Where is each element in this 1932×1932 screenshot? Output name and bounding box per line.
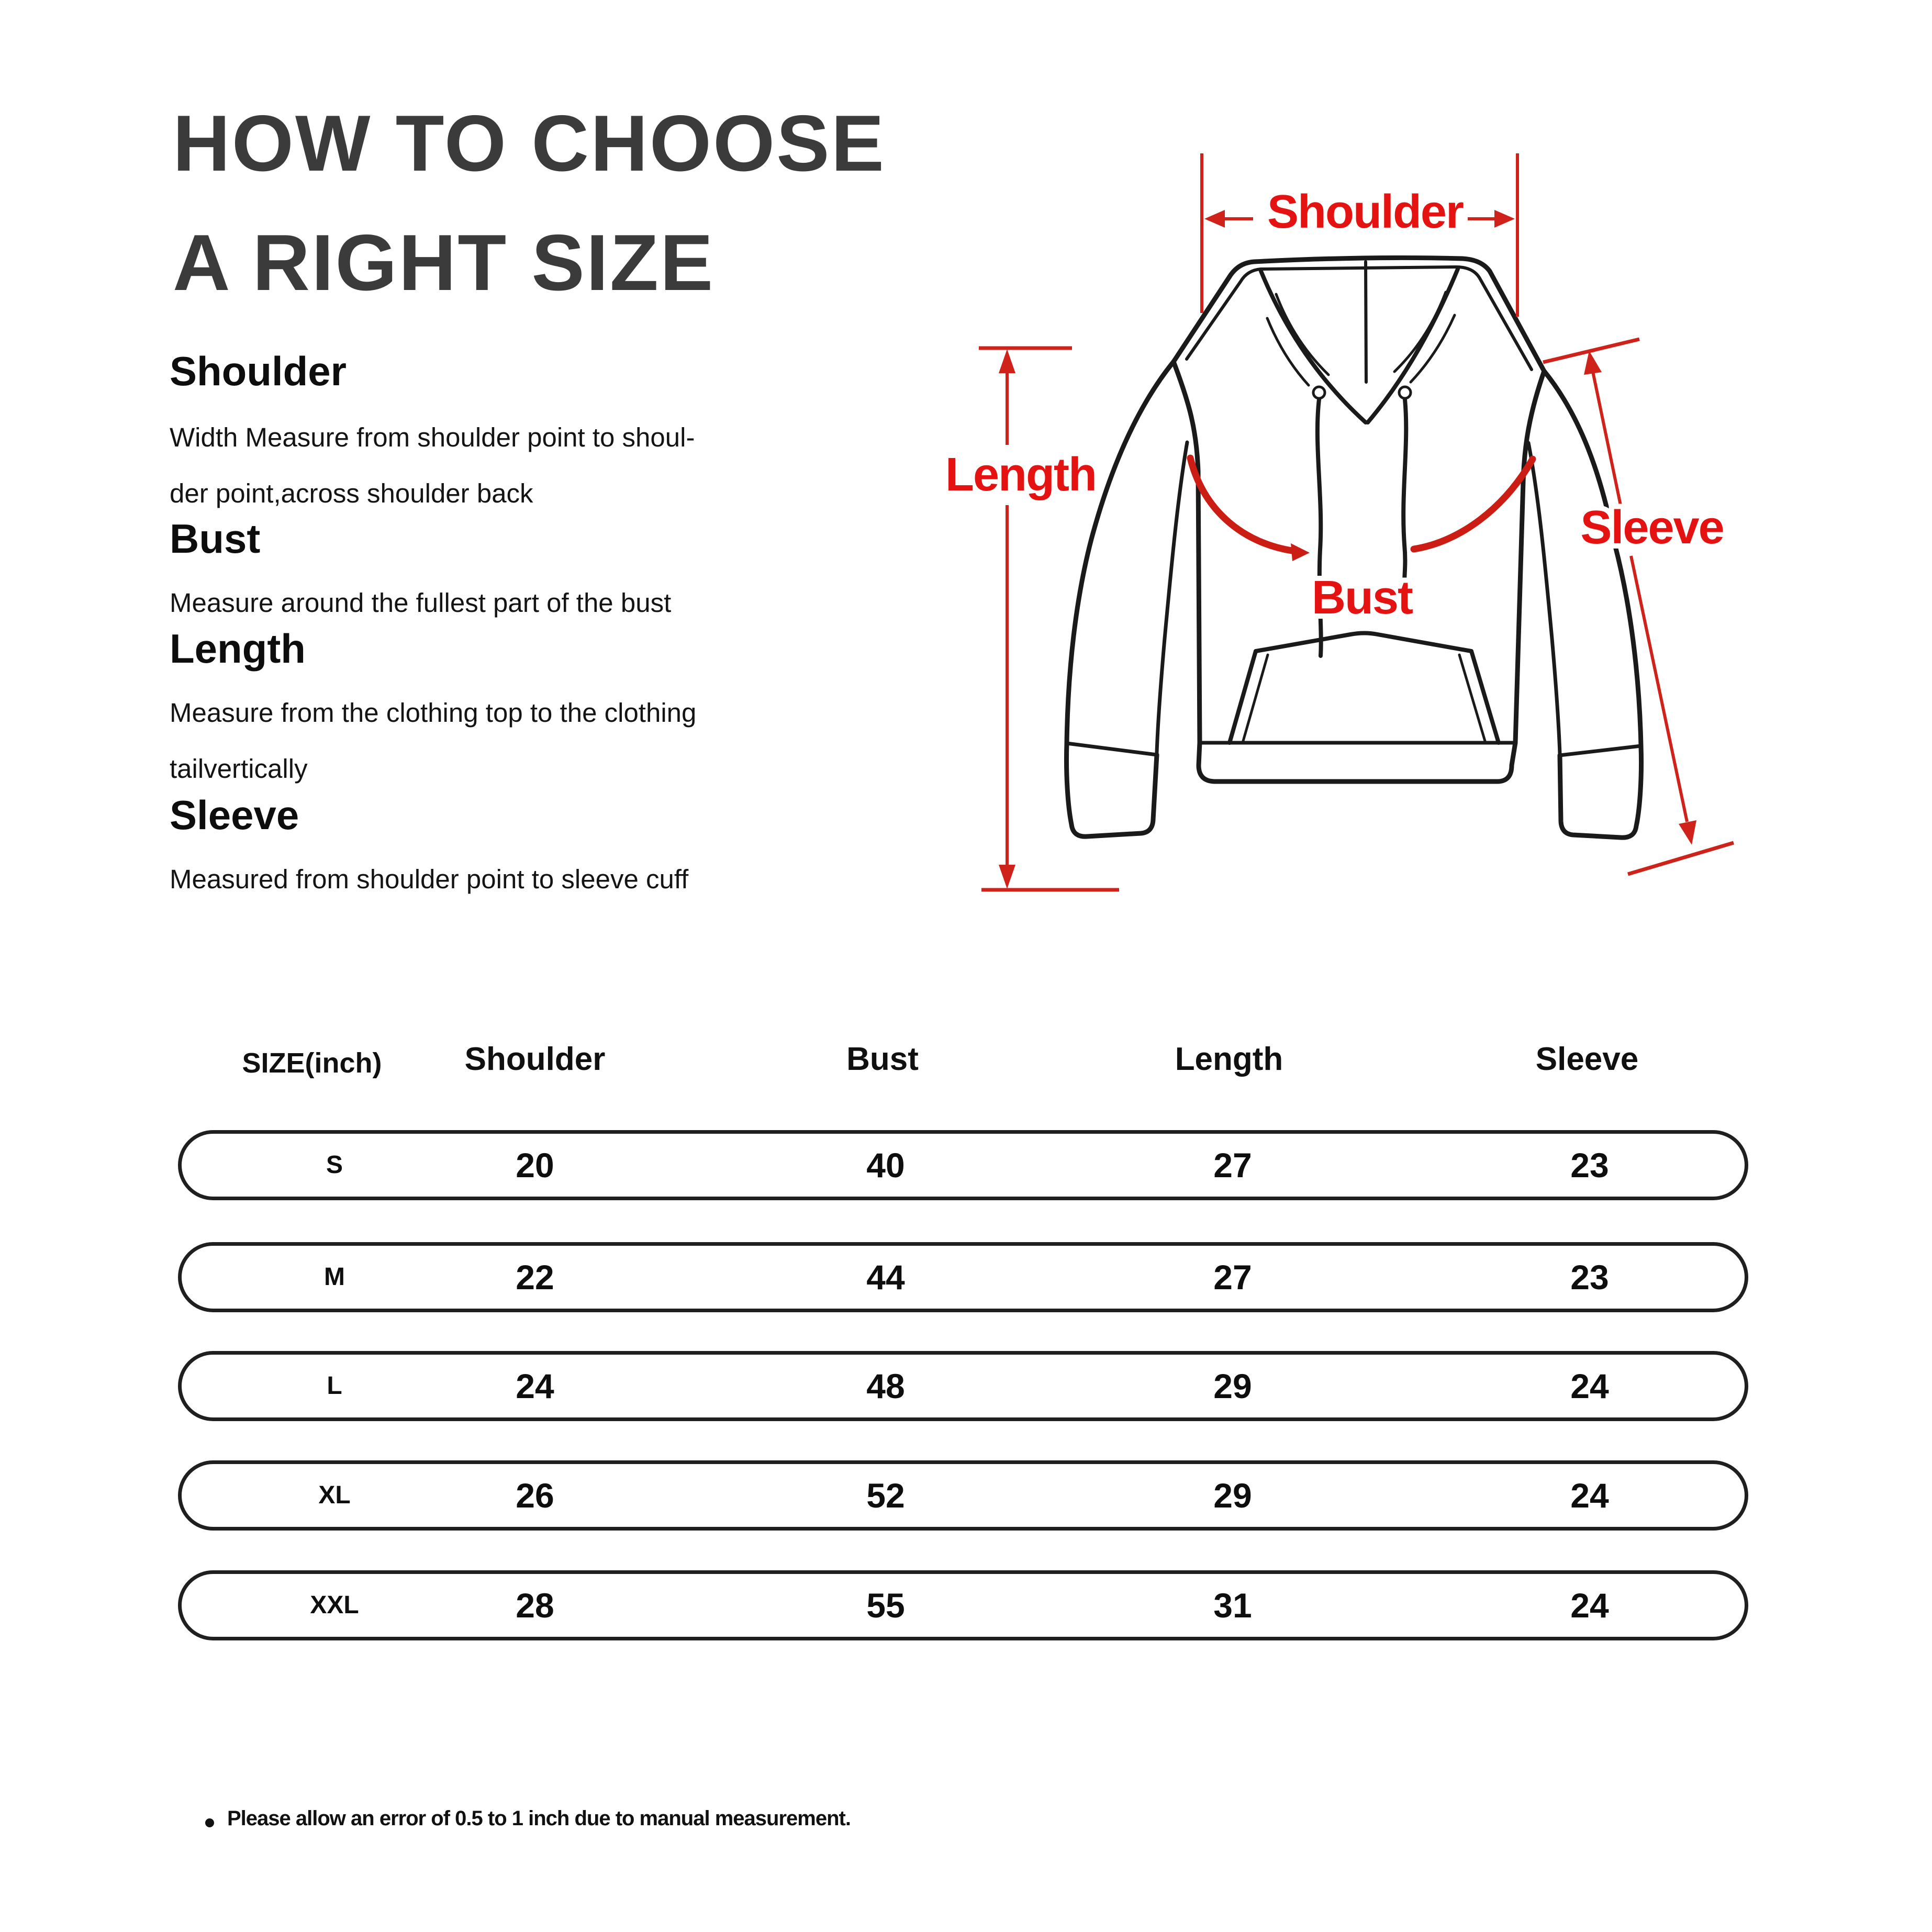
definition-term-sleeve: Sleeve — [170, 792, 299, 838]
cell-xl-sleeve: 24 — [1570, 1476, 1609, 1515]
definition-term-shoulder: Shoulder — [170, 348, 347, 394]
definition-desc-bust-1: Measure around the fullest part of the bust — [170, 588, 672, 618]
bust-arrowhead — [1291, 543, 1310, 561]
table-row-m — [178, 1242, 1748, 1312]
header-cell-shoulder: Shoulder — [464, 1041, 606, 1077]
cell-l-size: L — [327, 1372, 342, 1400]
header-cell-length: Length — [1175, 1041, 1283, 1077]
definition-term-length: Length — [170, 626, 306, 672]
cell-s-sleeve: 23 — [1570, 1146, 1609, 1185]
definition-desc-shoulder-1: Width Measure from shoulder point to shoul- — [170, 422, 695, 452]
sleeve-arrowhead-up — [1584, 351, 1602, 375]
table-row-xxl — [178, 1570, 1748, 1640]
length-diagram-label: Length — [945, 449, 1096, 501]
definition-desc-length-2: tailvertically — [170, 754, 308, 784]
hoodie-pocket — [1230, 633, 1499, 743]
length-dimension — [979, 348, 1119, 890]
definition-term-bust: Bust — [170, 516, 261, 562]
cell-xxl-bust: 55 — [866, 1586, 905, 1625]
page-title-line-1: HOW TO CHOOSE — [173, 99, 886, 188]
cell-s-bust: 40 — [866, 1146, 905, 1185]
length-arrowhead-down — [999, 865, 1015, 889]
length-arrowhead-up — [999, 349, 1015, 373]
right-eyelet — [1399, 387, 1411, 398]
hoodie-hood — [1174, 258, 1544, 422]
left-eyelet — [1313, 387, 1325, 398]
header-cell-bust: Bust — [846, 1041, 919, 1077]
bust-arc-left — [1190, 458, 1292, 551]
hoodie-left-sleeve — [1066, 362, 1187, 836]
table-row-l — [178, 1351, 1748, 1421]
table-row-s — [178, 1130, 1748, 1200]
page-title — [173, 84, 886, 322]
cell-m-bust: 44 — [866, 1258, 905, 1297]
cell-xxl-length: 31 — [1213, 1586, 1252, 1625]
shoulder-arrowhead-left — [1204, 210, 1225, 228]
definition-desc-shoulder-2: der point,across shoulder back — [170, 478, 533, 508]
shoulder-arrowhead-right — [1494, 210, 1515, 228]
sleeve-arrowhead-down — [1679, 820, 1696, 845]
cell-l-bust: 48 — [866, 1367, 905, 1405]
cell-l-sleeve: 24 — [1570, 1367, 1609, 1405]
cell-xxl-sleeve: 24 — [1570, 1586, 1609, 1625]
sleeve-diagram-label: Sleeve — [1580, 501, 1724, 554]
cell-m-size: M — [324, 1263, 345, 1291]
cell-xxl-size: XXL — [310, 1591, 359, 1619]
bust-dimension — [1190, 458, 1533, 551]
cell-xl-shoulder: 26 — [516, 1476, 554, 1515]
cell-l-shoulder: 24 — [516, 1367, 554, 1405]
cell-l-length: 29 — [1213, 1367, 1252, 1405]
cell-m-sleeve: 23 — [1570, 1258, 1609, 1297]
bust-diagram-label: Bust — [1312, 572, 1412, 624]
right-drawstring — [1403, 399, 1406, 588]
page-title-line-2: A RIGHT SIZE — [173, 218, 715, 307]
cell-m-shoulder: 22 — [516, 1258, 554, 1297]
cell-xxl-shoulder: 28 — [516, 1586, 554, 1625]
sleeve-line-upper — [1593, 372, 1621, 505]
definition-desc-length-1: Measure from the clothing top to the clothing — [170, 698, 697, 728]
note-text: Please allow an error of 0.5 to 1 inch due to manual measurement. — [227, 1807, 851, 1830]
cell-s-size: S — [326, 1151, 343, 1179]
cell-m-length: 27 — [1213, 1258, 1252, 1297]
hoodie-right-sleeve — [1528, 371, 1641, 837]
cell-s-shoulder: 20 — [516, 1146, 554, 1185]
cell-xl-length: 29 — [1213, 1476, 1252, 1515]
size-diagram — [932, 79, 1932, 968]
shoulder-diagram-label: Shoulder — [1267, 186, 1464, 238]
header-cell-sleeve: Sleeve — [1535, 1041, 1639, 1077]
cell-xl-bust: 52 — [866, 1476, 905, 1515]
sleeve-cap-bottom — [1628, 843, 1734, 874]
cell-s-length: 27 — [1213, 1146, 1252, 1185]
bust-arc-right — [1414, 459, 1533, 549]
definition-desc-sleeve-1: Measured from shoulder point to sleeve cuff — [170, 864, 689, 894]
bullet-dot-icon — [205, 1818, 214, 1827]
header-cell-size: SIZE(inch) — [242, 1047, 382, 1079]
table-row-xl — [178, 1460, 1748, 1531]
hoodie-line-art — [1066, 258, 1641, 837]
cell-xl-size: XL — [318, 1481, 351, 1509]
